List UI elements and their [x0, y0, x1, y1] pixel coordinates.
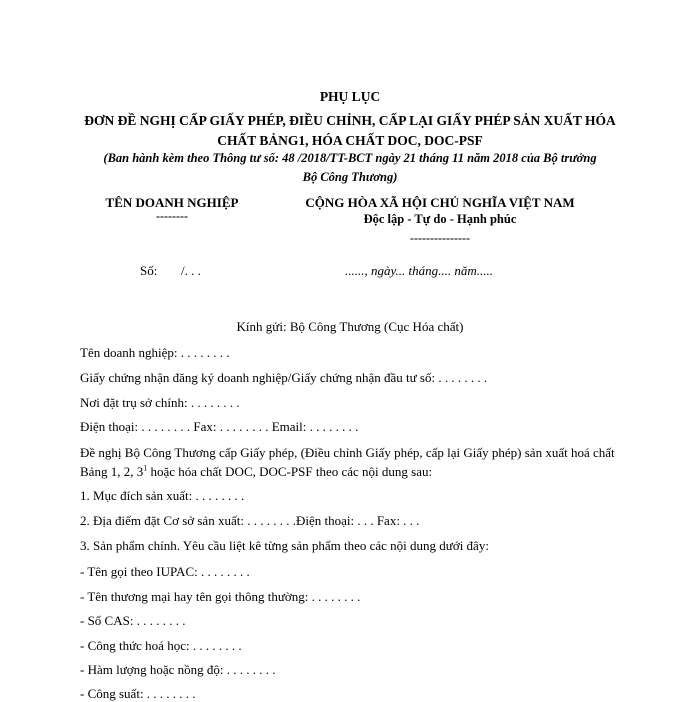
request-text-part2: hoặc hóa chất DOC, DOC-PSF theo các nội dung sau: [147, 464, 433, 479]
subitem-trade-name: - Tên thương mại hay tên gọi thông thường: . . . . . . . . [80, 589, 361, 604]
company-field: Tên doanh nghiệp: . . . . . . . . [80, 345, 230, 360]
subitem-cas-number: - Số CAS: . . . . . . . . [80, 613, 186, 628]
certificate-field: Giấy chứng nhận đăng ký doanh nghiệp/Giấy chứng nhận đầu tư số: . . . . . . . . [80, 370, 488, 385]
document-number-label: Số: [140, 263, 158, 278]
subitem-iupac-name: - Tên gọi theo IUPAC: . . . . . . . . [80, 564, 250, 579]
document-number-value: /. . . [181, 263, 201, 278]
document-subtitle-line2: CHẤT BẢNG1, HÓA CHẤT DOC, DOC-PSF [217, 133, 483, 148]
phone-fax-email-field: Điện thoại: . . . . . . . . Fax: . . . . . . . . Email: . . . . . . . . [80, 419, 359, 434]
company-name-heading: TÊN DOANH NGHIỆP [105, 195, 239, 210]
footnote-marker: 1 [143, 463, 148, 473]
country-heading: CỘNG HÒA XÃ HỘI CHỦ NGHĨA VIỆT NAM [305, 195, 575, 210]
company-divider: -------- [156, 209, 188, 223]
document-subtitle-line1: ĐƠN ĐỀ NGHỊ CẤP GIẤY PHÉP, ĐIỀU CHỈNH, CẤP LẠI GIẤY PHÉP SẢN XUẤT HÓA [84, 113, 616, 128]
motto-divider: --------------- [410, 231, 470, 245]
request-paragraph [80, 443, 620, 481]
item-production-purpose: 1. Mục đích sản xuất: . . . . . . . . [80, 488, 245, 503]
motto: Độc lập - Tự do - Hạnh phúc [363, 212, 517, 226]
issued-note-line1: (Ban hành kèm theo Thông tư số: 48 /2018/TT-BCT ngày 21 tháng 11 năm 2018 của Bộ trưởng [103, 151, 597, 165]
subitem-capacity: - Công suất: . . . . . . . . [80, 686, 196, 701]
document-title: PHỤ LỤC [319, 89, 381, 104]
address-field: Nơi đặt trụ sở chính: . . . . . . . . [80, 395, 240, 410]
request-text-part1: Đề nghị Bộ Công Thương cấp Giấy phép, (Điều chỉnh Giấy phép, cấp lại Giấy phép) sản xuất hoá chất Bảng 1, 2, 3 [80, 445, 615, 479]
date-line: ......, ngày... tháng.... năm..... [345, 263, 494, 278]
issued-note-line2: Bộ Công Thương) [302, 170, 398, 184]
subitem-chemical-formula: - Công thức hoá học: . . . . . . . . [80, 638, 242, 653]
recipient-line: Kính gửi: Bộ Công Thương (Cục Hóa chất) [236, 319, 464, 334]
item-production-location: 2. Địa điểm đặt Cơ sở sản xuất: . . . . . . . .Điện thoại: . . . Fax: . . . [80, 513, 420, 528]
item-main-products: 3. Sản phẩm chính. Yêu cầu liệt kê từng sản phẩm theo các nội dung dưới đây: [80, 538, 489, 553]
subitem-concentration: - Hàm lượng hoặc nồng độ: . . . . . . . . [80, 662, 276, 677]
